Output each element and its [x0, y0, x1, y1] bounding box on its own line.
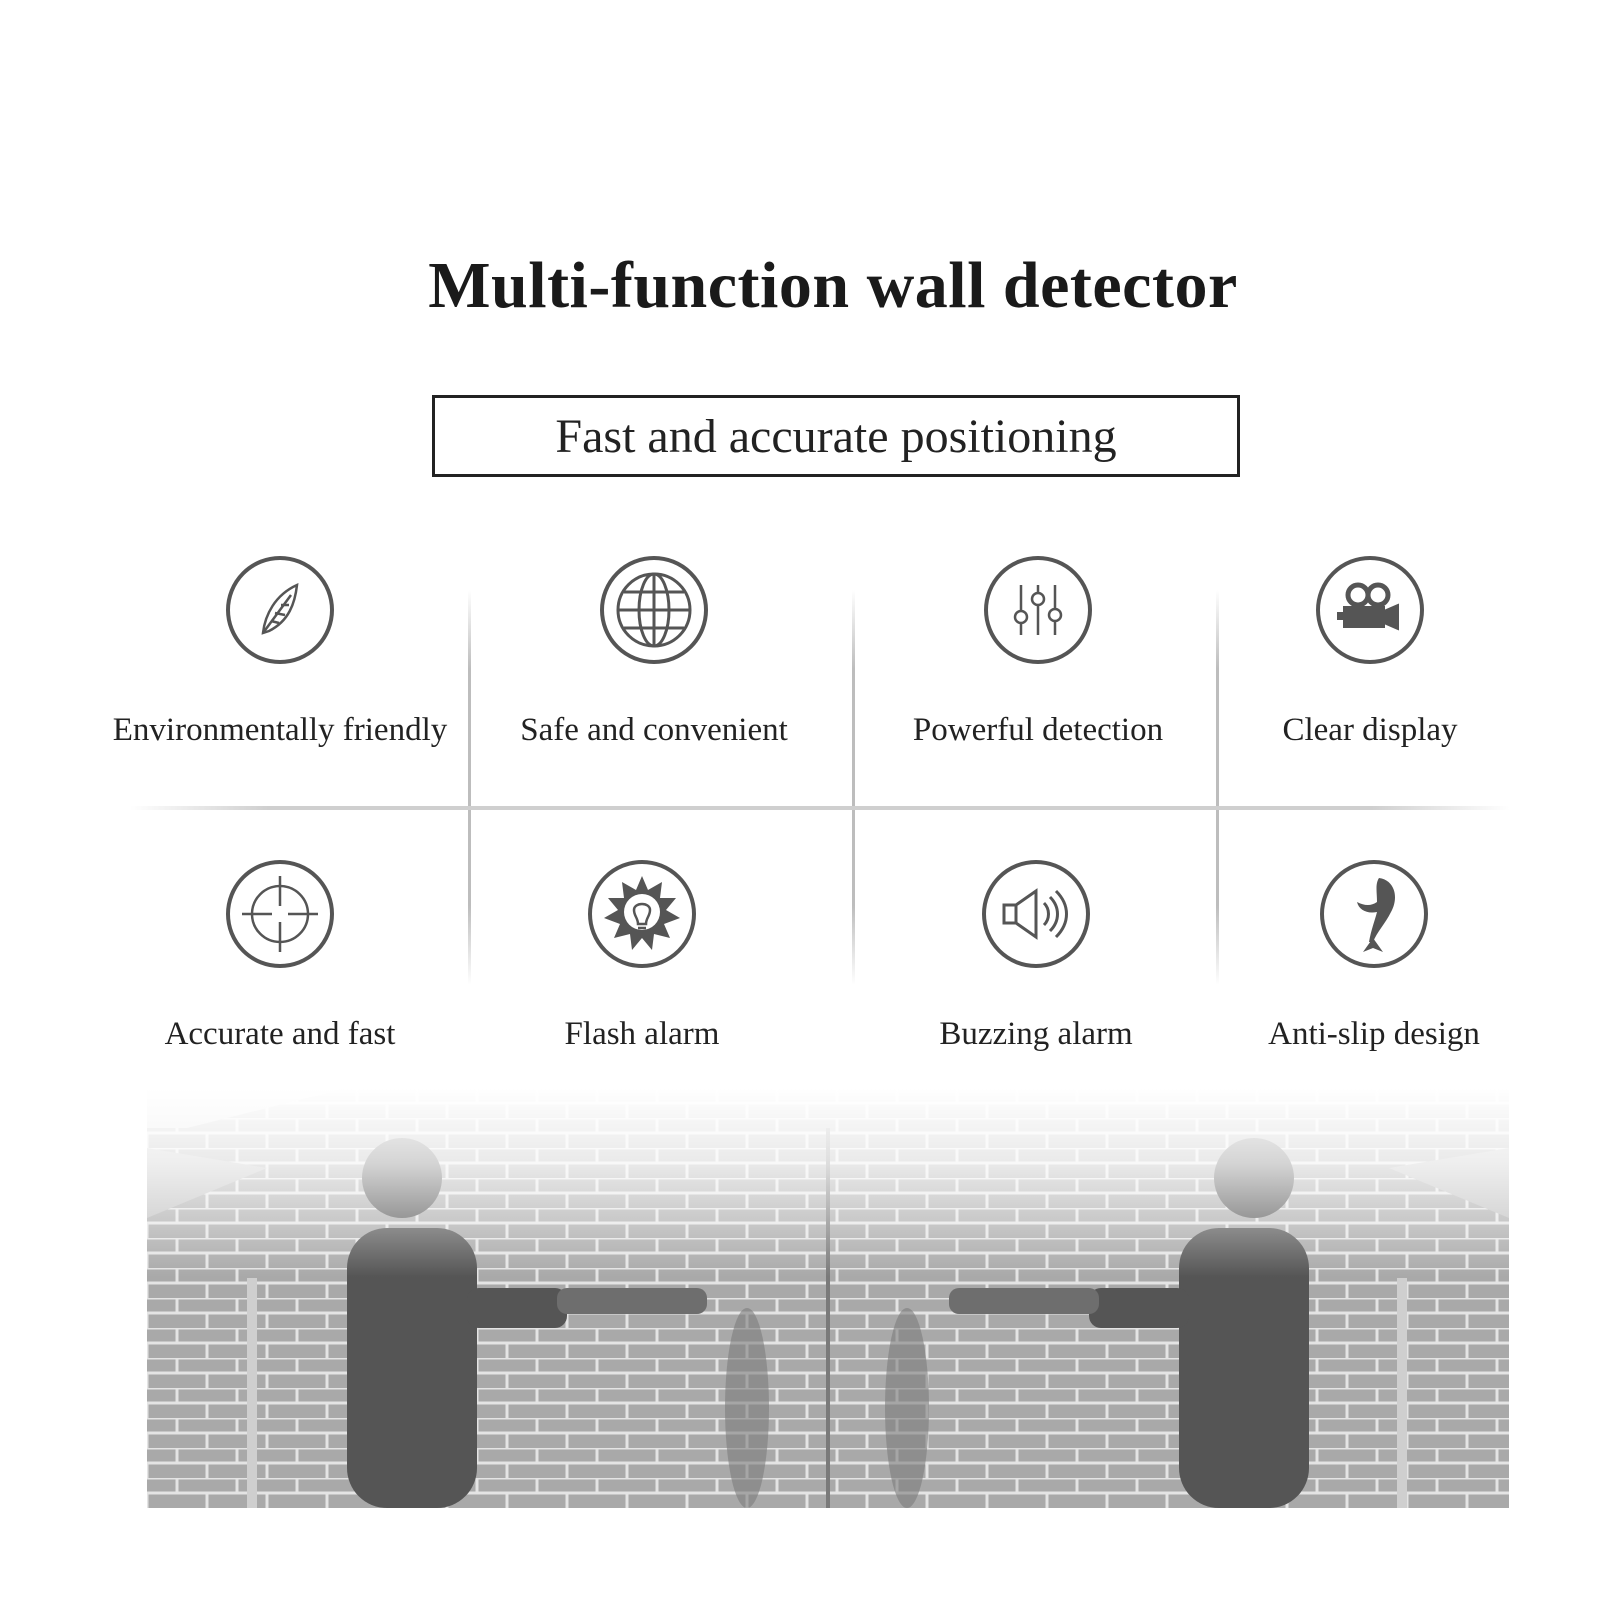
light-bulb-icon [588, 860, 696, 968]
feature-buzzing-alarm [846, 860, 1226, 1053]
photo-fade-overlay [147, 1088, 1509, 1508]
video-camera-icon [1316, 556, 1424, 664]
feature-accurate-and-fast [90, 860, 470, 1053]
subtitle: Fast and accurate positioning [555, 409, 1117, 463]
feature-environmentally-friendly [90, 556, 470, 749]
feature-label: Flash alarm [564, 1016, 720, 1052]
feature-label: Accurate and fast [164, 1016, 396, 1052]
feature-label: Clear display [1282, 712, 1458, 748]
crosshair-icon [226, 860, 334, 968]
dolphin-icon [1320, 860, 1428, 968]
page-title: Multi-function wall detector [428, 249, 1238, 322]
feature-safe-and-convenient [464, 556, 844, 749]
feature-label: Environmentally friendly [112, 712, 448, 748]
subtitle-box [432, 395, 1240, 477]
grid-divider-horizontal [130, 806, 1510, 810]
leaf-icon [226, 556, 334, 664]
feature-flash-alarm [452, 860, 832, 1053]
feature-anti-slip-design [1184, 860, 1564, 1053]
feature-label: Anti-slip design [1268, 1016, 1480, 1052]
feature-label: Buzzing alarm [939, 1016, 1133, 1052]
feature-powerful-detection [848, 556, 1228, 749]
hero-photo [147, 1088, 1509, 1508]
globe-icon [600, 556, 708, 664]
feature-clear-display [1180, 556, 1560, 749]
feature-label: Safe and convenient [520, 712, 788, 748]
feature-label: Powerful detection [912, 712, 1164, 748]
speaker-icon [982, 860, 1090, 968]
sliders-icon [984, 556, 1092, 664]
